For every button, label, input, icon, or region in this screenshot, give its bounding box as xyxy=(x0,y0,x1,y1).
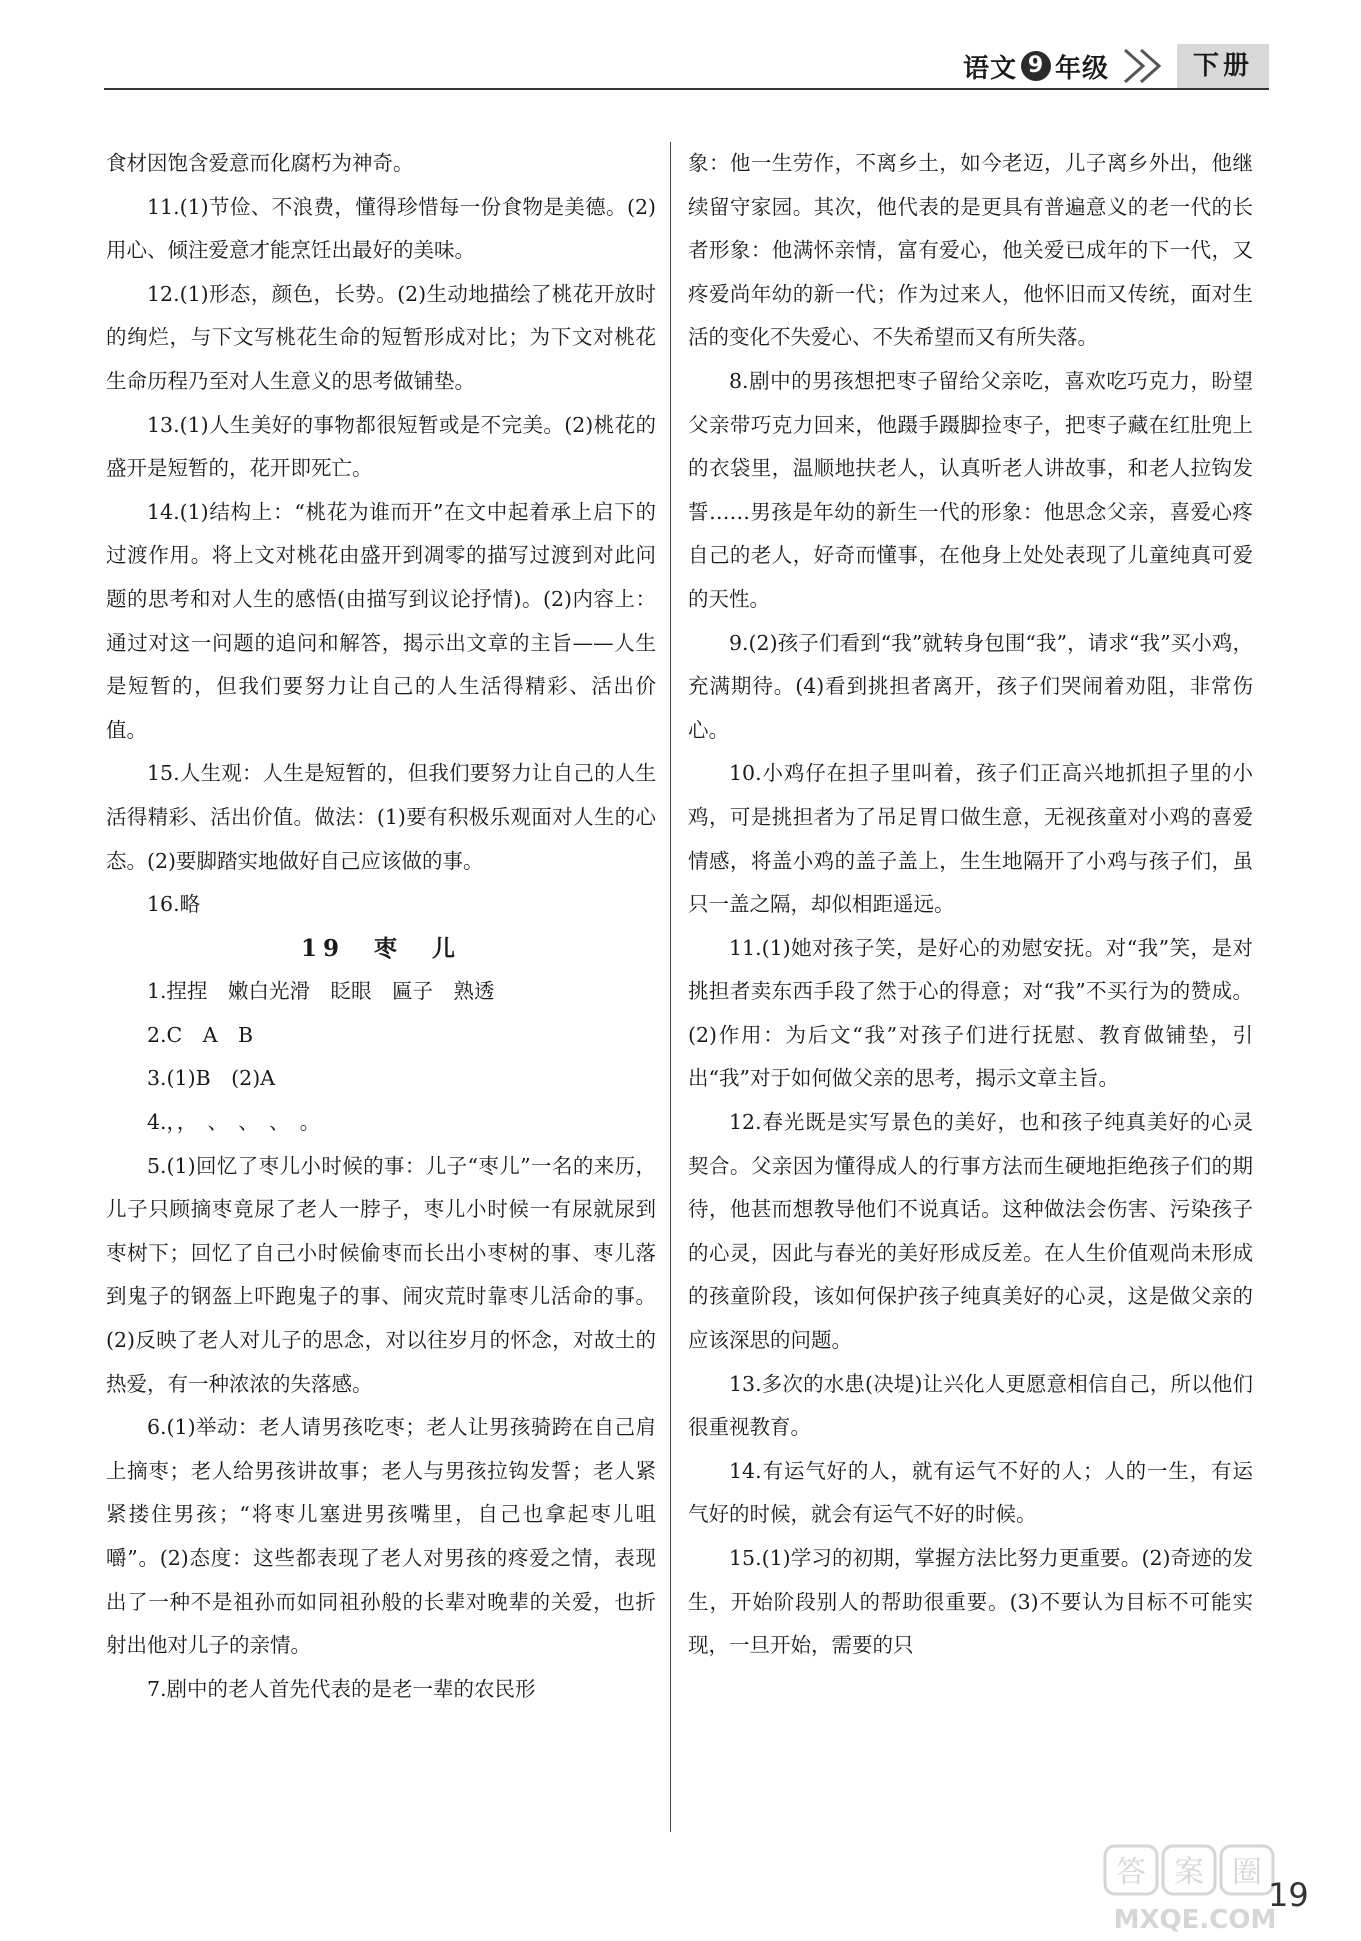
double-chevron-icon xyxy=(1121,46,1169,86)
short-answer: 1.捏捏 嫩白光滑 眨眼 匾子 熟透 xyxy=(147,979,495,1004)
answer-paragraph: 15.(1)学习的初期，掌握方法比努力更重要。(2)奇迹的发生，开始阶段别人的帮助很重要。(3)不要认为目标不可能实现，一旦开始，需要的只 xyxy=(688,1546,1253,1658)
answer-paragraph: 14.(1)结构上：“桃花为谁而开”在文中起着承上启下的过渡作用。将上文对桃花由盛开到凋零的描写过渡到对此问题的思考和对人生的感悟(由描写到议论抒情)。(2)内容上：通过对这一问题的追问和解答，揭示出文章的主旨——人生是短暂的，但我们要努力让自己的人生活得精彩、活出价值。 xyxy=(106,499,656,742)
short-answer: 4.，， 、 、 、 。 xyxy=(147,1110,321,1135)
answer-paragraph: 11.(1)节俭、不浪费，懂得珍惜每一份食物是美德。(2)用心、倾注爱意才能烹饪出最好的美味。 xyxy=(106,194,656,263)
volume-label: 下册 xyxy=(1177,44,1269,88)
subject-text: 语文 xyxy=(962,53,1017,84)
answer-paragraph: 11.(1)她对孩子笑，是好心的劝慰安抚。对“我”笑，是对挑担者卖东西手段了然于心的得意；对“我”不买行为的赞成。(2)作用：为后文“我”对孩子们进行抚慰、教育做铺垫，引出“我”对于如何做父亲的思考，揭示文章主旨。 xyxy=(688,935,1253,1091)
answer-paragraph: 13.多次的水患(决堤)让兴化人更愿意相信自己，所以他们很重视教育。 xyxy=(688,1371,1253,1440)
answer-paragraph: 14.有运气好的人，就有运气不好的人；人的一生，有运气好的时候，就会有运气不好的时候。 xyxy=(688,1458,1253,1527)
section-title: 19 枣 儿 xyxy=(300,934,461,962)
answer-paragraph: 7.剧中的老人首先代表的是老一辈的农民形 xyxy=(147,1676,536,1701)
answer-paragraph: 8.剧中的男孩想把枣子留给父亲吃，喜欢吃巧克力，盼望父亲带巧克力回来，他蹑手蹑脚捡枣子，把枣子藏在红肚兜上的衣袋里，温顺地扶老人，认真听老人讲故事，和老人拉钩发誓……男孩是年幼的新生一代的形象：他思念父亲，喜爱心疼自己的老人，好奇而懂事，在他身上处处表现了儿童纯真可爱的天性。 xyxy=(688,368,1253,611)
svg-text:案: 案 xyxy=(1174,1855,1204,1890)
svg-text:MXQE.COM: MXQE.COM xyxy=(1113,1905,1277,1935)
answer-paragraph: 食材因饱含爱意而化腐朽为神奇。 xyxy=(106,151,414,175)
answer-paragraph: 13.(1)人生美好的事物都很短暂或是不完美。(2)桃花的盛开是短暂的，花开即死亡。 xyxy=(106,412,656,481)
short-answer: 2.C A B xyxy=(147,1022,254,1047)
watermark-logo xyxy=(1095,1838,1295,1938)
subject-grade-label xyxy=(963,48,1109,85)
page-header xyxy=(963,44,1269,88)
answer-paragraph: 6.(1)举动：老人请男孩吃枣；老人让男孩骑跨在自己肩上摘枣；老人给男孩讲故事；老人与男孩拉钩发誓；老人紧紧搂住男孩；“将枣儿塞进男孩嘴里，自己也拿起枣儿咀嚼”。(2)态度：这些都表现了老人对男孩的疼爱之情，表现出了一种不是祖孙而如同祖孙般的长辈对晚辈的关爱，也折射出他对儿子的亲情。 xyxy=(106,1415,656,1658)
left-column xyxy=(106,142,656,1711)
answer-paragraph: 9.(2)孩子们看到“我”就转身包围“我”，请求“我”买小鸡，充满期待。(4)看到挑担者离开，孩子们哭闹着劝阻，非常伤心。 xyxy=(688,630,1253,742)
answer-paragraph: 12.春光既是实写景色的美好，也和孩子纯真美好的心灵契合。父亲因为懂得成人的行事方法而生硬地拒绝孩子们的期待，他甚而想教导他们不说真话。这种做法会伤害、污染孩子的心灵，因此与春光的美好形成反差。在人生价值观尚未形成的孩童阶段，该如何保护孩子纯真美好的心灵，这是做父亲的应该深思的问题。 xyxy=(688,1110,1253,1353)
grade-suffix-text: 年级 xyxy=(1054,53,1109,84)
answer-paragraph: 5.(1)回忆了枣儿小时候的事：儿子“枣儿”一名的来历，儿子只顾摘枣竟尿了老人一脖子，枣儿小时候一有尿就尿到枣树下；回忆了自己小时候偷枣而长出小枣树的事、枣儿落到鬼子的钢盔上吓跑鬼子的事、闹灾荒时靠枣儿活命的事。(2)反映了老人对儿子的思念，对以往岁月的怀念，对故土的热爱，有一种浓浓的失落感。 xyxy=(106,1153,656,1396)
short-answer: 3.(1)B (2)A xyxy=(147,1066,276,1091)
right-column xyxy=(688,142,1253,1668)
answer-paragraph: 15.人生观：人生是短暂的，但我们要努力让自己的人生活得精彩、活出价值。做法：(1)要有积极乐观面对人生的心态。(2)要脚踏实地做好自己应该做的事。 xyxy=(106,761,656,873)
answer-paragraph: 10.小鸡仔在担子里叫着，孩子们正高兴地抓担子里的小鸡，可是挑担者为了吊足胃口做生意，无视孩童对小鸡的喜爱情感，将盖小鸡的盖子盖上，生生地隔开了小鸡与孩子们，虽只一盖之隔，却似相距遥远。 xyxy=(688,761,1253,917)
answer-paragraph: 12.(1)形态，颜色，长势。(2)生动地描绘了桃花开放时的绚烂，与下文写桃花生命的短暂形成对比；为下文对桃花生命历程乃至对人生意义的思考做铺垫。 xyxy=(106,281,656,393)
grade-number-badge: 9 xyxy=(1021,51,1051,81)
svg-text:答: 答 xyxy=(1116,1855,1146,1890)
column-divider xyxy=(670,142,671,1832)
answer-paragraph: 象：他一生劳作，不离乡土，如今老迈，儿子离乡外出，他继续留守家园。其次，他代表的是更具有普遍意义的老一代的长者形象：他满怀亲情，富有爱心，他关爱已成年的下一代，又疼爱尚年幼的新一代；作为过来人，他怀旧而又传统，面对生活的变化不失爱心、不失希望而又有所失落。 xyxy=(688,151,1253,350)
header-rule xyxy=(104,88,1269,90)
svg-text:圈: 圈 xyxy=(1232,1855,1262,1890)
page-number: 19 xyxy=(1268,1876,1309,1914)
answer-paragraph: 16.略 xyxy=(147,892,201,917)
